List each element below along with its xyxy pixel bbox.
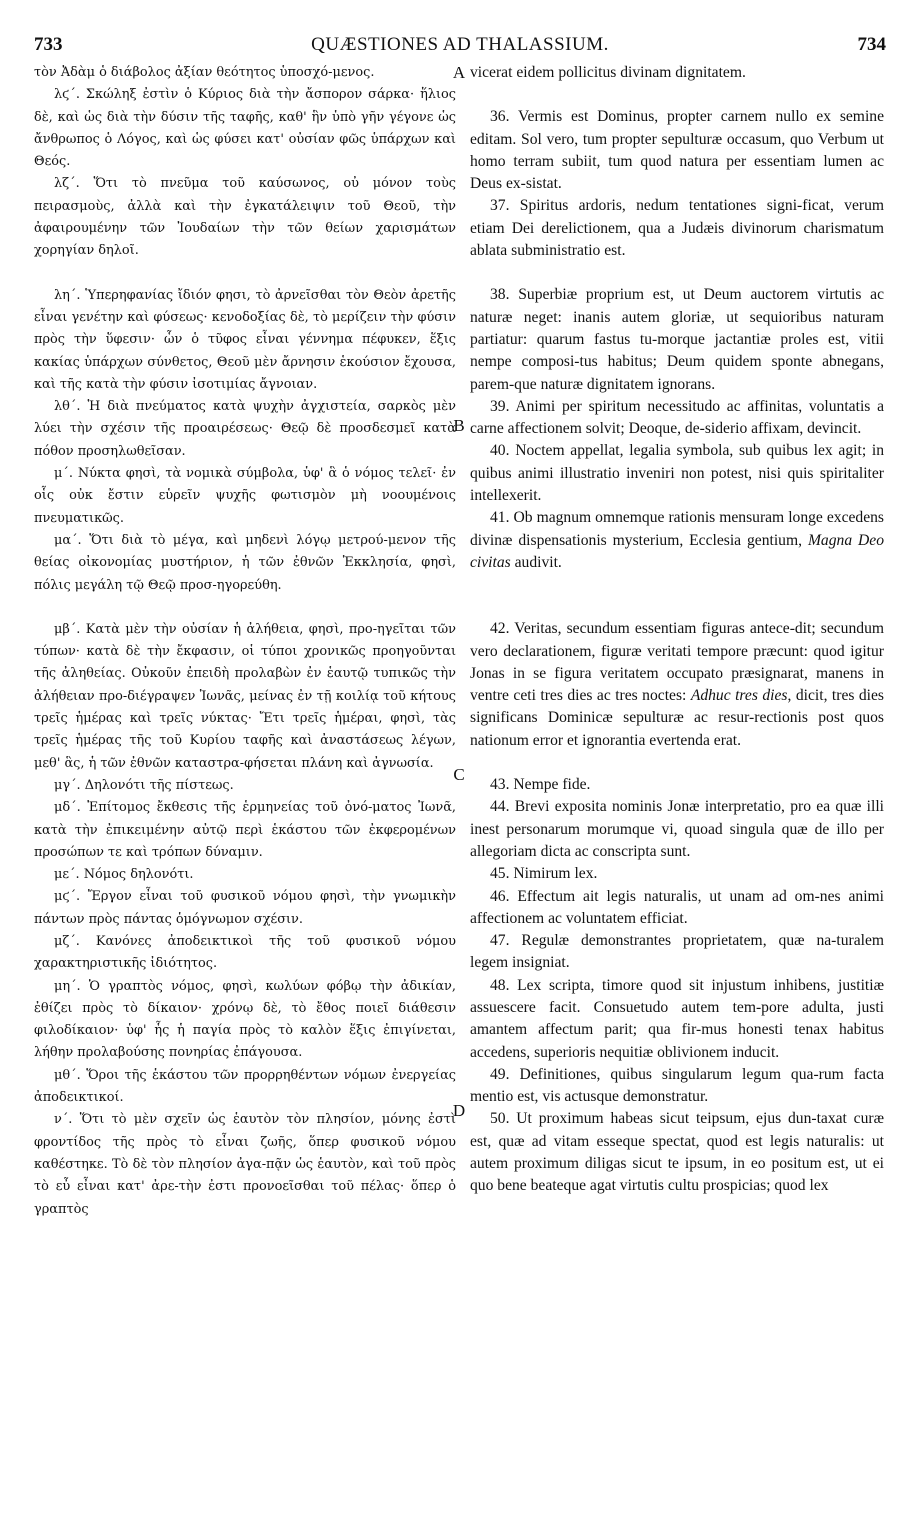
latin-spacer — [470, 84, 884, 106]
latin-spacer — [470, 574, 884, 596]
greek-paragraph — [34, 84, 456, 173]
latin-text: 40. Noctem appellat, legalia symbola, sub quibus lex agit; in quibus animi illustratio inveniri non potest, nisi quis spiritaliter intellexerit. — [470, 442, 884, 505]
greek-text: μα΄. Ὅτι διὰ τὸ μέγα, καὶ μηδενὶ λόγῳ μετρού-μενον τῆς θείας οἰκονομίας μυστήριον, ἡ τῶν ἐθνῶν Ἐκκλησία, φησὶ, πόλις μεγάλη τῷ Θεῷ προσ-ηγορεύθη. — [34, 532, 456, 593]
margin-marker-d: D — [452, 1101, 466, 1120]
greek-paragraph — [34, 775, 456, 797]
greek-paragraph — [34, 285, 456, 396]
latin-paragraph — [470, 62, 884, 84]
greek-paragraph — [34, 797, 456, 864]
greek-text: μϛ΄. Ἔργον εἶναι τοῦ φυσικοῦ νόμου φησὶ, τὴν γνωμικὴν πάντων πρὸς πάντας ὁμόγνωμον σχέσιν. — [34, 889, 456, 927]
latin-paragraph — [470, 284, 884, 395]
greek-paragraph — [34, 1065, 456, 1110]
greek-text: μδ΄. Ἐπίτομος ἔκθεσις τῆς ἑρμηνείας τοῦ ὀνό-ματος Ἰωνᾶ, κατὰ τὴν ἐπικειμένην αὐτῷ περὶ ἑκάστου τῶν ἐκφερομένων προσώπων τε καὶ τρόπων δύναμιν. — [34, 800, 456, 860]
latin-italic-text: Adhuc tres dies — [690, 687, 788, 705]
latin-italic-text: Magna Deo civitas — [470, 531, 884, 571]
greek-paragraph — [34, 62, 456, 84]
running-title: QUÆSTIONES AD THALASSIUM. — [311, 34, 609, 55]
greek-paragraph — [34, 619, 456, 775]
latin-text: vicerat eidem pollicitus divinam dignitatem. — [470, 64, 746, 81]
latin-paragraph — [470, 106, 884, 195]
margin-marker-b: B — [453, 416, 465, 435]
latin-text: 47. Regulæ demonstrantes proprietatem, quæ na-turalem legem insigniat. — [470, 932, 884, 972]
greek-text: λη΄. Ὑπερηφανίας ἴδιόν φησι, τὸ ἀρνεῖσθαι τὸν Θεὸν ἀρετῆς εἶναι γενέτην καὶ φύσεως· κενοδοξίας δὲ, τὸ μερίζειν τὴν φύσιν πρὸς τὴν ὕφεσιν· ὧν ὁ τῦφος εἶναι γέννημα πέφυκεν, ἕξις κακίας ὑπάρχων σύνθετος, Θεοῦ μὲν ἄρνησιν ἑκούσιον ἔχουσα, καὶ τῆς κατὰ τὴν φύσιν ἰσοτιμίας ἄγνοιαν. — [34, 287, 456, 392]
greek-text: με΄. Νόμος δηλονότι. — [54, 867, 194, 883]
latin-paragraph — [470, 618, 884, 752]
margin-marker-c: C — [453, 765, 465, 784]
latin-paragraph — [470, 1064, 884, 1109]
latin-column — [470, 62, 884, 1518]
greek-text: μζ΄. Κανόνες ἀποδεικτικοὶ τῆς τοῦ φυσικοῦ νόμου χαρακτηριστικῆς ἰδιότητος. — [34, 933, 456, 972]
greek-paragraph — [34, 976, 456, 1065]
latin-text: 41. Ob magnum omnemque rationis mensuram longe excedens divinæ dispensationis mysterium, Ecclesia gentium, — [470, 509, 884, 549]
latin-spacer — [470, 262, 884, 284]
latin-text-tail: audivit. — [510, 553, 562, 571]
page-number-right: 734 — [857, 34, 886, 55]
greek-spacer — [34, 263, 456, 285]
latin-text: 37. Spiritus ardoris, nedum tentationes signi-ficat, verum etiam Dei derelictionem, qua a Judæis divinorum charismatum ablata subministratio est. — [470, 197, 884, 260]
latin-spacer — [470, 752, 884, 774]
greek-text: μθ΄. Ὅροι τῆς ἑκάστου τῶν προρρηθέντων νόμων ἐνεργείας ἀποδεικτικοί. — [34, 1067, 456, 1106]
greek-text: λθ΄. Ἡ διὰ πνεύματος κατὰ ψυχὴν ἀγχιστεία, σαρκὸς μὲν λύει τὴν σχέσιν τῆς προαιρέσεως· Θεῷ δὲ προσδεσμεῖ κατὰ πόθον προσηλωθεῖσαν. — [34, 399, 456, 459]
latin-paragraph — [470, 930, 884, 975]
latin-paragraph — [470, 774, 884, 796]
greek-paragraph — [34, 530, 456, 597]
latin-paragraph — [470, 507, 884, 574]
greek-paragraph — [34, 396, 456, 463]
latin-spacer — [470, 596, 884, 618]
latin-text: 43. Nempe fide. — [490, 776, 591, 794]
page-header — [34, 34, 886, 58]
margin-marker-a: A — [452, 63, 466, 82]
greek-column — [34, 62, 456, 1518]
latin-paragraph — [470, 886, 884, 931]
latin-paragraph — [470, 396, 884, 441]
greek-paragraph — [34, 864, 456, 886]
page-number-left: 733 — [34, 34, 63, 55]
latin-text: 45. Nimirum lex. — [490, 865, 598, 883]
greek-spacer — [34, 597, 456, 619]
greek-paragraph — [34, 173, 456, 262]
greek-text: μβ΄. Κατὰ μὲν τὴν οὐσίαν ἡ ἀλήθεια, φησὶ, προ-ηγεῖται τῶν τύπων· κατὰ δὲ τὴν ἔκφασιν, οἱ τύποι χρονικῶς προηγοῦνται τῆς ἀληθείας. Οὐκοῦν ἐπειδὴ προλαβὼν ἐν ἑαυτῷ τυπικῶς τὴν ἀλήθειαν προ-διέγραψεν Ἰωνᾶς, μείνας ἐν τῇ κοιλίᾳ τοῦ κήτους τρεῖς ἡμέρας καὶ τρεῖς νύκτας· Ἔτι τρεῖς ἡμέραι, φησὶ, τὰς τρεῖς ἡμέρας τῆς τοῦ Κυρίου ταφῆς καὶ ἀναστάσεως λέγων, μεθ' ἃς, ἡ τῶν ἐθνῶν καταστρα-φήσεται πλάνη καὶ ἀγνωσία. — [34, 621, 456, 771]
greek-text: μγ΄. Δηλονότι τῆς πίστεως. — [54, 777, 234, 793]
greek-paragraph — [34, 463, 456, 530]
latin-paragraph — [470, 975, 884, 1064]
latin-text: 39. Animi per spiritum necessitudo ac affinitas, voluntatis a carne affectionem solvit; Deoque, de-siderio affixam, devincit. — [470, 397, 884, 438]
latin-paragraph — [470, 796, 884, 863]
latin-text: 49. Definitiones, quibus singularum legum qua-rum facta mentio est, vis actusque demonstratur. — [470, 1065, 884, 1106]
latin-paragraph — [470, 863, 884, 885]
latin-paragraph — [470, 1108, 884, 1197]
latin-text: 42. Veritas, secundum essentiam figuras antece-dit; secundum vero declarationem, figuræ veritati tempore præcunt: quod igitur Jonas in se figura veritatem occupato præsignarat, manens in ventre ceti tres dies ac tres noctes: — [470, 620, 884, 705]
greek-paragraph — [34, 931, 456, 976]
latin-text: 48. Lex scripta, timore quod sit injustum inhibens, justitiæ assuescere facit. Consuetudo autem tem-pore adulta, justi amantem affectum parit; qua fir-mus honesti tenax habitus accedens, superioris nequitiæ oblivionem inducit. — [470, 976, 884, 1061]
latin-text: 44. Brevi exposita nominis Jonæ interpretatio, pro ea quæ illi inest personarum morumque vi, quoad singula quæ de illo per allegoriam dicta ac conscripta sunt. — [470, 798, 884, 860]
latin-text-tail: , dicit, tres dies significans Dominicæ sepulturæ ac resur-rectionis post quos nationum error et ignorantia evertenda erat. — [470, 687, 884, 749]
latin-paragraph — [470, 440, 884, 507]
greek-paragraph — [34, 886, 456, 931]
greek-text: μη΄. Ὁ γραπτὸς νόμος, φησὶ, κωλύων φόβῳ τὴν ἀδικίαν, ἐθίζει πρὸς τὸ δίκαιον· χρόνῳ δὲ, τὸ ἔθος ποιεῖ διάθεσιν φιλοδίκαιον· ὑφ' ἧς ἡ παγία πρὸς τὸ καλὸν ἕξις ἐπιγίνεται, λήθην προλαβούσης πονηρίας ἐπάγουσα. — [34, 978, 456, 1061]
greek-text: ν΄. Ὅτι τὸ μὲν σχεῖν ὡς ἑαυτὸν τὸν πλησίον, μόνης ἐστὶ φροντίδος τῆς πρὸς τὸ εἶναι ζωῆς, ὅπερ φυσικοῦ νόμου καθέστηκε. Τὸ δὲ τὸν πλησίον ἀγα-πᾷν ὡς ἑαυτὸν, καὶ τοῦ πρὸς τὸ εὖ εἶναι κατ' ἀρε-τὴν ἐστι προνοεῖσθαι τοῦ πέλας· ὅπερ ὁ γραπτὸς — [34, 1112, 456, 1217]
latin-text: 36. Vermis est Dominus, propter carnem nullo ex semine editam. Sol vero, tum propter sepulturæ occasum, quo Verbum ut homo terram subiit, tum quod natura per essentiam lumen ac Deus ex-sistat. — [470, 108, 884, 193]
greek-text: λζ΄. Ὅτι τὸ πνεῦμα τοῦ καύσωνος, οὐ μόνον τοὺς πειρασμοὺς, ἀλλὰ καὶ τὴν ἐγκατάλειψιν τοῦ Θεοῦ, τὴν ἀφαιρουμένην τῶν Ἰουδαίων τὴν τῶν θείων χαρισμάτων χορηγίαν δηλοῖ. — [34, 176, 456, 259]
greek-paragraph — [34, 1109, 456, 1220]
greek-text: τὸν Ἀδὰμ ὁ διάβολος ἀξίαν θεότητος ὑποσχό-μενος. — [34, 65, 375, 80]
latin-text: 46. Effectum ait legis naturalis, ut unam ad om-nes animi affectionem ac voluntatem efficiat. — [470, 887, 884, 927]
latin-text: 38. Superbiæ proprium est, ut Deum auctorem virtutis ac naturæ neget: inanis autem gloriæ, ut sequioribus naturam partiatur: quarum fastus tu-morque jactantiæ proles est, vitii nempe composi-tus habitus; Deum quidem sponte abnegans, parem-que naturæ dignitatem ignorans. — [470, 286, 884, 393]
latin-text: 50. Ut proximum habeas sicut teipsum, ejus dun-taxat curæ est, quæ ad vitam esseque spectat, quod est legis naturalis: ut autem proximum diligas sicut te ipsum, in eo positum est, ut ei quo bene beateque agat virtutis cultu prospicias; quod lex — [470, 1110, 884, 1195]
greek-text: μ΄. Νύκτα φησὶ, τὰ νομικὰ σύμβολα, ὑφ' ἃ ὁ νόμος τελεῖ· ἐν οἷς οὐκ ἔστιν εὑρεῖν ψυχῆς φωτισμὸν μὴ νοουμένοις πνευματικῶς. — [34, 466, 456, 526]
latin-paragraph — [470, 195, 884, 262]
greek-text: λϛ΄. Σκώληξ ἐστὶν ὁ Κύριος διὰ τὴν ἄσπορον σάρκα· ἥλιος δὲ, καὶ ὡς διὰ τὴν δύσιν τῆς ταφῆς, καθ' ἣν ὑπὸ γῆν γέγονε ὡς ἄνθρωπος ὁ Λόγος, καὶ ὡς φύσει κατ' οὐσίαν φῶς ὑπάρχων καὶ Θεός. — [34, 87, 456, 170]
